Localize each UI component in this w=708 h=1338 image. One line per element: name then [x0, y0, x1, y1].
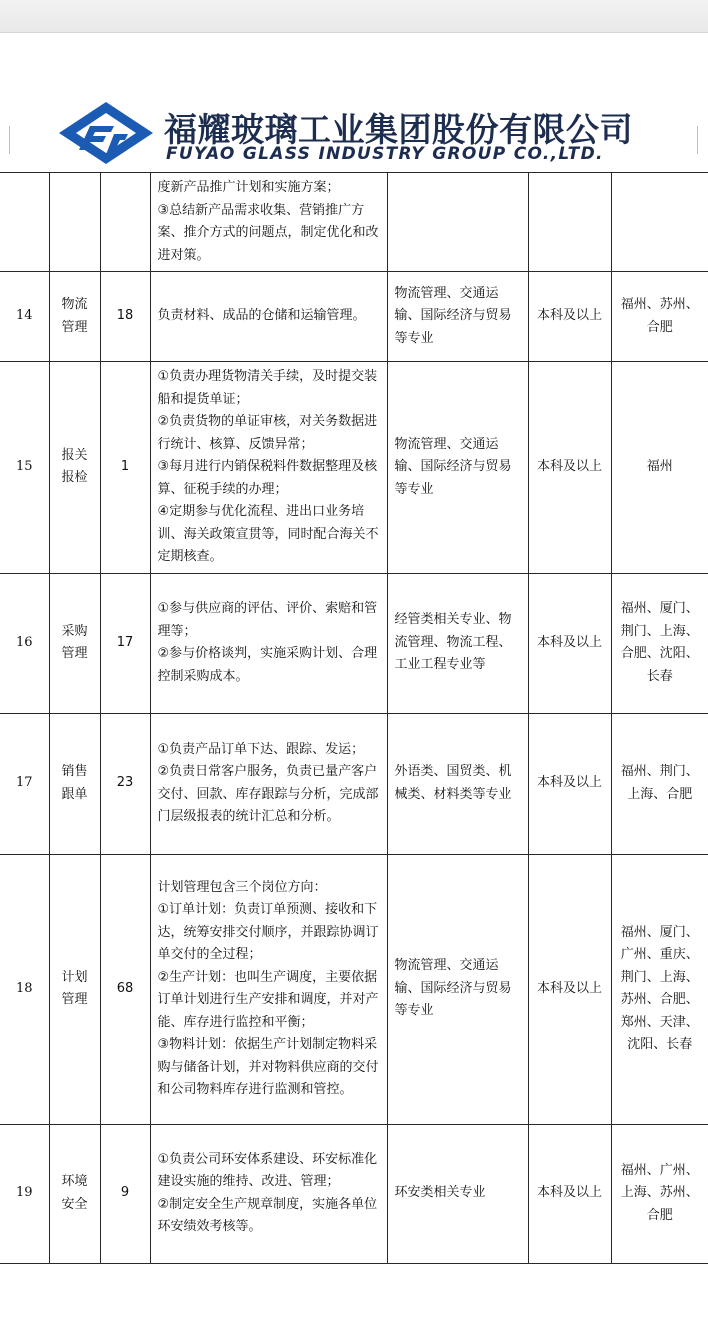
- duty-line: ③每月进行内销保税料件数据整理及核算、征税手续的办理；: [157, 459, 378, 497]
- duty-line: ②生产计划：也叫生产调度，主要依据订单计划进行生产安排和调度，并对产能、库存进行监控和平衡；: [157, 969, 379, 1030]
- cell-number: 19: [0, 1124, 49, 1263]
- cell-position: 物流管理: [49, 272, 100, 362]
- duty-line: 负责材料、成品的仓储和运输管理。: [157, 308, 366, 324]
- cell-duties: [150, 713, 387, 854]
- cell-headcount: 1: [100, 362, 150, 574]
- cell-duties: [150, 173, 387, 272]
- duty-line: ①参与供应商的评估、评价、索赔和管理等；: [157, 601, 378, 639]
- cell-location: 福州、广州、上海、苏州、合肥: [611, 1124, 708, 1263]
- company-name-cn: 福耀玻璃工业集团股份有限公司: [164, 110, 633, 149]
- job-table: [0, 172, 708, 1264]
- duty-line: ①负责办理货物清关手续，及时提交装船和提货单证；: [157, 369, 378, 407]
- cell-education: 本科及以上: [528, 272, 611, 362]
- window-top-bar: [0, 0, 708, 33]
- cell-position: 环境安全: [49, 1124, 100, 1263]
- cell-position: 计划管理: [49, 854, 100, 1124]
- cell-location: 福州、厦门、广州、重庆、荆门、上海、苏州、合肥、郑州、天津、沈阳、长春: [611, 854, 708, 1124]
- table-row: [0, 713, 708, 854]
- cell-education: [528, 173, 611, 272]
- table-row: [0, 854, 708, 1124]
- cell-education: 本科及以上: [528, 362, 611, 574]
- cell-duties: [150, 573, 387, 713]
- duty-line: ③总结新产品需求收集、营销推广方案、推介方式的问题点，制定优化和改进对策。: [157, 202, 379, 263]
- duty-line: ②制定安全生产规章制度，实施各单位环安绩效考核等。: [157, 1196, 378, 1234]
- cell-education: 本科及以上: [528, 1124, 611, 1263]
- duty-line: 计划管理包含三个岗位方向：: [157, 879, 327, 895]
- duty-line: ④定期参与优化流程、进出口业务培训、海关政策宣贯等，同时配合海关不定期核查。: [157, 504, 379, 564]
- cell-number: 18: [0, 854, 49, 1124]
- cell-duties: [150, 854, 387, 1124]
- cell-number: 16: [0, 573, 49, 713]
- cell-position: 销售跟单: [49, 713, 100, 854]
- cell-location: 福州、荆门、上海、合肥: [611, 713, 708, 854]
- table-row: [0, 1124, 708, 1263]
- duty-line: 度新产品推广计划和实施方案；: [157, 180, 340, 195]
- cell-headcount: 9: [100, 1124, 150, 1263]
- cell-position: 报关报检: [49, 362, 100, 574]
- table-row: [0, 573, 708, 713]
- table-row: [0, 362, 708, 574]
- table-row: [0, 173, 708, 272]
- company-header: [0, 92, 708, 172]
- cell-location: 福州、厦门、荆门、上海、合肥、沈阳、长春: [611, 573, 708, 713]
- cell-number: 14: [0, 272, 49, 362]
- cell-number: 15: [0, 362, 49, 574]
- fuyao-logo-icon: [56, 100, 156, 166]
- cell-major: 经管类相关专业、物流管理、物流工程、工业工程专业等: [387, 573, 528, 713]
- duty-line: ②参与价格谈判，实施采购计划、合理控制采购成本。: [157, 646, 378, 684]
- cell-major: 物流管理、交通运输、国际经济与贸易等专业: [387, 272, 528, 362]
- cell-education: 本科及以上: [528, 573, 611, 713]
- cell-number: 17: [0, 713, 49, 854]
- cell-major: 物流管理、交通运输、国际经济与贸易等专业: [387, 362, 528, 574]
- cell-major: 环安类相关专业: [387, 1124, 528, 1263]
- cell-headcount: 23: [100, 713, 150, 854]
- cell-position: [49, 173, 100, 272]
- duty-line: ②负责日常客户服务，负责已量产客户交付、回款、库存跟踪与分析，完成部门层级报表的统计汇总和分析。: [157, 764, 379, 824]
- cell-number: [0, 173, 49, 272]
- cell-major: 外语类、国贸类、机械类、材料类等专业: [387, 713, 528, 854]
- cell-major: 物流管理、交通运输、国际经济与贸易等专业: [387, 854, 528, 1124]
- duty-line: ③物料计划：依据生产计划制定物料采购与储备计划，并对物料供应商的交付和公司物料库存进行监测和管控。: [157, 1037, 379, 1097]
- table-row: [0, 272, 708, 362]
- cell-duties: [150, 362, 387, 574]
- duty-line: ①订单计划：负责订单预测、接收和下达，统筹安排交付顺序，并跟踪协调订单交付的全过程；: [157, 902, 379, 962]
- cell-headcount: 18: [100, 272, 150, 362]
- cell-duties: [150, 1124, 387, 1263]
- cell-location: 福州、苏州、合肥: [611, 272, 708, 362]
- cell-headcount: 17: [100, 573, 150, 713]
- cell-location: [611, 173, 708, 272]
- cell-duties: [150, 272, 387, 362]
- cell-position: 采购管理: [49, 573, 100, 713]
- duty-line: ①负责公司环安体系建设、环安标准化建设实施的维持、改进、管理；: [157, 1151, 378, 1189]
- cell-education: 本科及以上: [528, 713, 611, 854]
- cell-education: 本科及以上: [528, 854, 611, 1124]
- cell-headcount: 68: [100, 854, 150, 1124]
- duty-line: ①负责产品订单下达、跟踪、发运；: [157, 741, 365, 757]
- company-name-en: FUYAO GLASS INDUSTRY GROUP CO.,LTD.: [166, 144, 604, 164]
- duty-line: ②负责货物的单证审核，对关务数据进行统计、核算、反馈异常；: [157, 414, 378, 452]
- cell-major: [387, 173, 528, 272]
- cell-location: 福州: [611, 362, 708, 574]
- cell-headcount: [100, 173, 150, 272]
